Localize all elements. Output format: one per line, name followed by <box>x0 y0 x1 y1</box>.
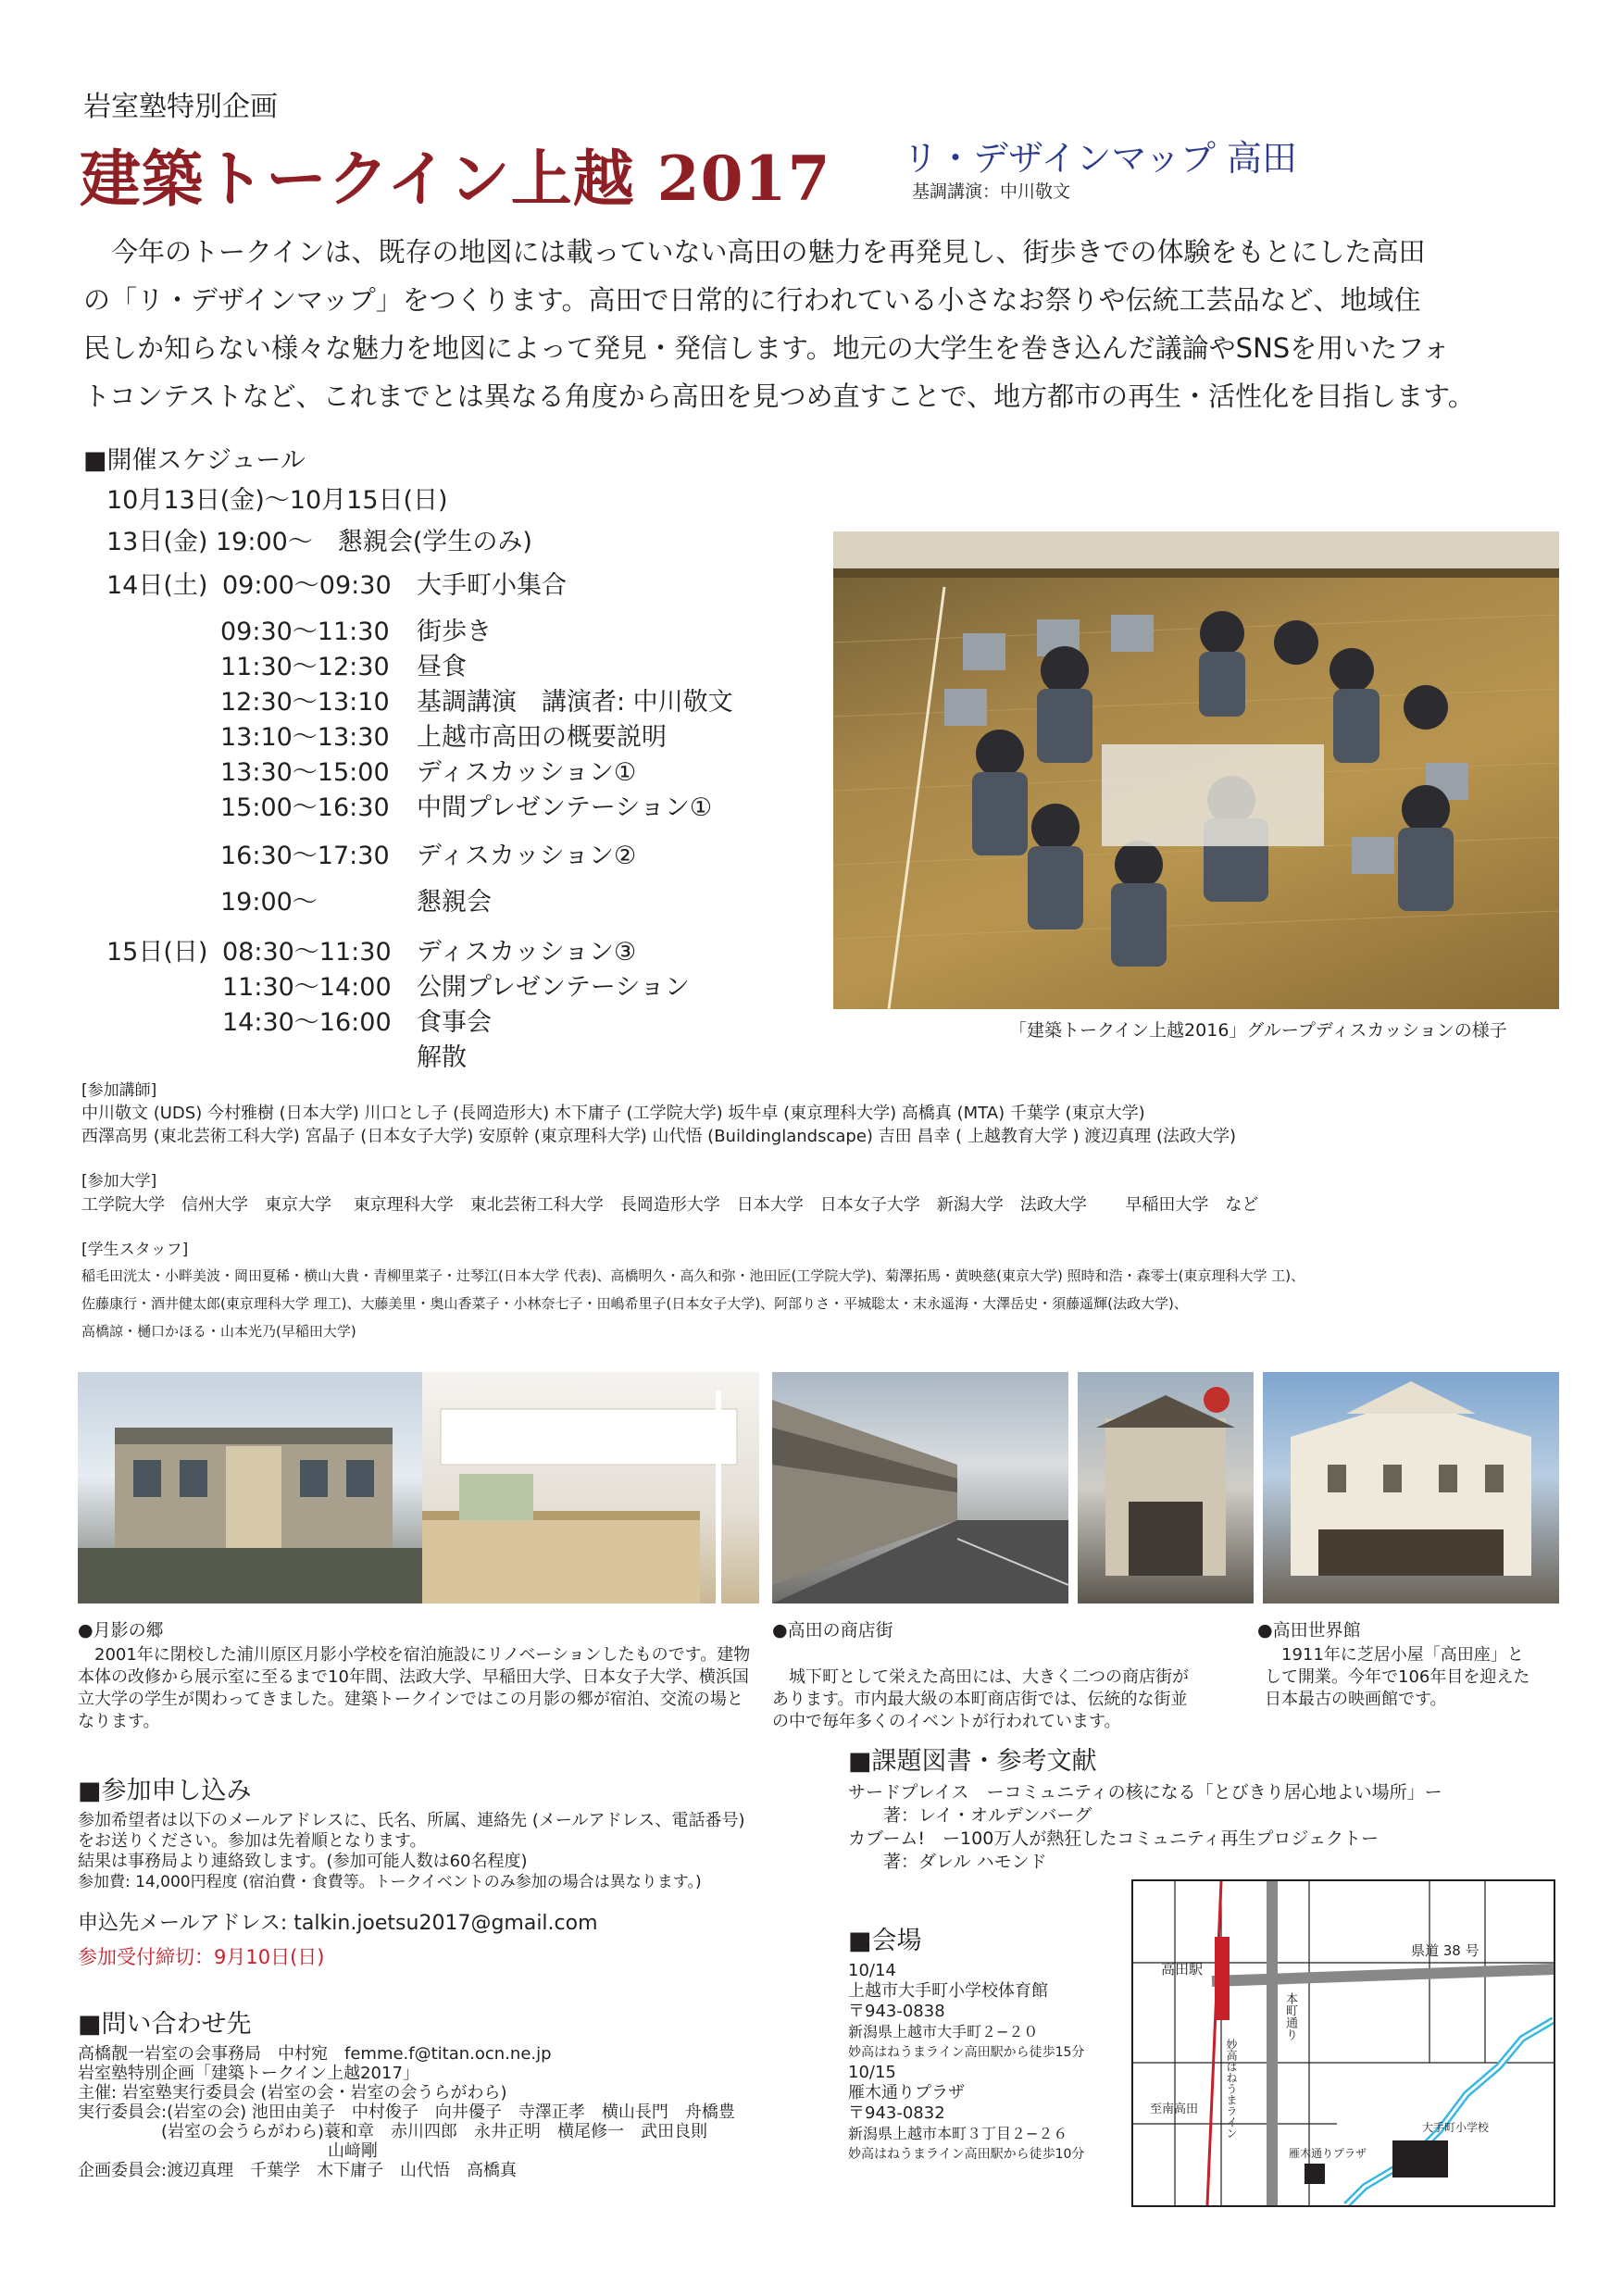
contact-text <box>78 2044 735 2180</box>
schedule-time: 15:00〜16:30 <box>220 793 390 822</box>
lecturers-line: 中川敬文 (UDS) 今村雅樹 (日本大学) 川口とし子 (長岡造形大) 木下庸子 (工学院大学) 坂牛卓 (東京理科大学) 高橋真 (MTA) 千葉学 (東京大学) <box>81 1104 1145 1123</box>
photo-caption: 「建築トークイン上越2016」グループディスカッションの様子 <box>1009 1020 1507 1041</box>
spot-text <box>78 1644 750 1733</box>
schedule-event: ディスカッション③ <box>417 938 637 967</box>
books-heading: ■課題図書・参考文献 <box>848 1747 1097 1776</box>
contact-heading: ■問い合わせ先 <box>78 2010 252 2039</box>
schedule-time: 11:30〜12:30 <box>220 653 390 681</box>
lecturers-heading: [参加講師] <box>81 1081 157 1100</box>
schedule-dates: 10月13日(金)〜10月15日(日) <box>106 486 448 515</box>
staff-line: 佐藤康行・酒井健太郎(東京理科大学 理工)、大藤美里・奥山香菜子・小林奈七子・田嶋希里子(日本女子大学)、阿部りさ・平城聡太・末永遥海・大澤岳史・須藤遥輝(法政大学)、 <box>81 1295 1188 1312</box>
application-text <box>78 1811 745 1892</box>
venue-access: 妙高はねうまライン高田駅から徒歩10分 <box>848 2147 1085 2162</box>
schedule-event: 街歩き <box>417 618 492 646</box>
map-label-plaza: 雁木通りプラザ <box>1289 2147 1367 2160</box>
staff-line: 高橋諒・樋口かほる・山本光乃(早稲田大学) <box>81 1323 356 1340</box>
discussion-photo <box>833 531 1559 1009</box>
schedule-event: 昼食 <box>417 653 467 681</box>
schedule-event: 大手町小集合 <box>417 571 567 600</box>
schedule-time: 09:30〜11:30 <box>220 618 390 646</box>
contact-line: (岩室の会うらがわら)蓑和章 赤川四郎 永井正明 横尾修一 武田良則 <box>78 2122 708 2141</box>
application-deadline: 参加受付締切：9月10日(日) <box>78 1946 325 1968</box>
contact-line: 高橋靓一岩室の会事務局 中村宛 femme.f@titan.ocn.ne.jp <box>78 2044 552 2064</box>
venue-name: 雁木通りプラザ <box>848 2083 965 2103</box>
schedule-event: 解散 <box>417 1043 467 1072</box>
venue-heading: ■会場 <box>848 1927 922 1955</box>
schedule-time: 19:00〜 <box>220 888 318 917</box>
intro-line: 民しか知らない様々な魅力を地図によって発見・発信します。地元の大学生を巻き込んだ議論やSNSを用いたフォ <box>83 332 1450 364</box>
schedule-day14-label: 14日(土) <box>106 571 208 600</box>
kicker: 岩室塾特別企画 <box>83 91 278 123</box>
spot-text <box>1265 1644 1529 1711</box>
map-label-honmachi: 本町通り <box>1283 1992 1297 2040</box>
map-label-station: 高田駅 <box>1161 1961 1204 1978</box>
spot-text-line: の中で毎年多くのイベントが行われています。 <box>772 1712 1121 1731</box>
intro-line: トコンテストなど、これまでとは異なる角度から高田を見つめ直すことで、地方都市の再生・活性化を目指します。 <box>83 381 1475 412</box>
schedule-event: 基調講演 講演者: 中川敬文 <box>417 688 733 717</box>
books-line: サードプレイス ーコミュニティの核になる「とびきり居心地よい場所」ー <box>848 1782 1442 1803</box>
intro-line: の「リ・デザインマップ」をつくります。高田で日常的に行われている小さなお祭りや伝統工芸品など、地域住 <box>83 284 1421 316</box>
lecturers-line: 西澤高男 (東北芸術工科大学) 宮晶子 (日本女子大学) 安原幹 (東京理科大学) 山代悟 (Buildinglandscape) 吉田 昌幸 ( 上越教育大学 ) 渡辺真理 (法政大学) <box>81 1127 1237 1146</box>
application-line: 参加費: 14,000円程度 (宿泊費・食費等。トークイベントのみ参加の場合は異なります。) <box>78 1873 702 1891</box>
spot-text-line: して開業。今年で106年目を迎えた <box>1265 1667 1530 1687</box>
spot-text-line: 1911年に芝居小屋「高田座」と <box>1265 1645 1524 1665</box>
spot-title-shotengai: ●高田の商店街 <box>772 1620 893 1641</box>
spot-text-line: なります。 <box>78 1712 160 1731</box>
books-line: 著：ダレル ハモンド <box>848 1852 1047 1872</box>
application-heading: ■参加申し込み <box>78 1777 252 1805</box>
staff-heading: [学生スタッフ] <box>81 1241 189 1259</box>
contact-line: 実行委員会:(岩室の会) 池田由美子 中村俊子 向井優子 寺澤正孝 横山長門 舟橋豊 <box>78 2103 735 2122</box>
schedule-event: 食事会 <box>417 1008 492 1037</box>
spot-text-line: 本体の改修から展示室に至るまで10年間、法政大学、早稲田大学、日本女子大学、横浜国 <box>78 1667 749 1687</box>
intro-paragraph <box>83 228 1475 420</box>
spot-text-line: 城下町として栄えた高田には、大きく二つの商店街が <box>772 1667 1189 1687</box>
map-label-shinan: 至南高田 <box>1150 2103 1199 2116</box>
shopping-street-photo <box>772 1372 1068 1603</box>
schedule-event: 上越市高田の概要説明 <box>417 723 667 752</box>
spot-title-sekaikan: ●高田世界館 <box>1257 1620 1361 1641</box>
application-email[interactable]: 申込先メールアドレス: talkin.joetsu2017@gmail.com <box>78 1912 598 1935</box>
venue-address: 新潟県上越市大手町２−２０ <box>848 2023 1039 2040</box>
schedule-time: 13:30〜15:00 <box>220 758 390 787</box>
intro-line: 今年のトークインは、既存の地図には載っていない高田の魅力を再発見し、街歩きでの体験をもとにした高田 <box>111 236 1426 268</box>
access-map <box>1131 1879 1555 2207</box>
schedule-event: ディスカッション② <box>417 842 637 870</box>
staff-line: 稲毛田洸太・小畔美波・岡田夏稀・横山大貴・青柳里菜子・辻琴江(日本大学 代表)、高橋明久・高久和弥・池田匠(工学院大学)、菊澤拓馬・黄映慈(東京大学) 照時和浩・森零士(東京理科大学 工)、 <box>81 1267 1305 1284</box>
contact-line: 主催: 岩室塾実行委員会 (岩室の会・岩室の会うらがわら) <box>78 2083 507 2103</box>
shop-facade-photo <box>1078 1372 1254 1603</box>
books-line: 著：レイ・オルデンバーグ <box>848 1805 1092 1826</box>
venue-date: 10/14 <box>848 1961 896 1980</box>
books-text <box>848 1781 1442 1874</box>
keynote-speaker: 基調講演：中川敬文 <box>912 181 1071 202</box>
universities-heading: [参加大学] <box>81 1172 157 1191</box>
schedule-time: 12:30〜13:10 <box>220 688 390 717</box>
page-title: 建築トークイン上越 2017 <box>80 143 831 215</box>
schedule-time: 13:10〜13:30 <box>220 723 390 752</box>
schedule-time: 14:30〜16:00 <box>222 1008 392 1037</box>
schedule-event: ディスカッション① <box>417 758 637 787</box>
contact-line: 企画委員会:渡辺真理 千葉学 木下庸子 山代悟 高橋真 <box>78 2161 518 2180</box>
venue-address: 新潟県上越市本町３丁目２−２６ <box>848 2125 1068 2142</box>
schedule-event: 公開プレゼンテーション <box>417 973 690 1002</box>
map-label-route38: 県道 38 号 <box>1411 1942 1479 1959</box>
venue-access: 妙高はねうまライン高田駅から徒歩15分 <box>848 2045 1085 2060</box>
spot-text <box>772 1666 1189 1733</box>
application-line: をお送りください。参加は先着順となります。 <box>78 1831 427 1851</box>
application-line: 結果は事務局より連絡致します。(参加可能人数は60名程度) <box>78 1852 528 1871</box>
spot-text-line: あります。市内最大級の本町商店街では、伝統的な街並 <box>772 1690 1188 1709</box>
contact-line: 山﨑剛 <box>78 2141 378 2161</box>
takada-sekaikan-photo <box>1263 1372 1559 1603</box>
schedule-time: 08:30〜11:30 <box>222 938 392 967</box>
schedule-heading: ■開催スケジュール <box>83 446 306 475</box>
venue-zip: 〒943-0832 <box>848 2103 945 2123</box>
schedule-event: 懇親会 <box>417 888 492 917</box>
venue-date: 10/15 <box>848 2063 896 2082</box>
map-label-school: 大手町小学校 <box>1422 2121 1490 2134</box>
venue-name: 上越市大手町小学校体育館 <box>848 1981 1048 2001</box>
venue-zip: 〒943-0838 <box>848 2002 945 2021</box>
universities-line: 工学院大学 信州大学 東京大学 東京理科大学 東北芸術工科大学 長岡造形大学 日本大学 日本女子大学 新潟大学 法政大学 早稲田大学 など <box>81 1195 1259 1215</box>
books-line: カブーム! ー100万人が熱狂したコミュニティ再生プロジェクトー <box>848 1828 1380 1849</box>
schedule-time: 11:30〜14:00 <box>222 973 392 1002</box>
schedule-time: 16:30〜17:30 <box>220 842 390 870</box>
spot-title-tsukikage: ●月影の郷 <box>78 1620 164 1641</box>
contact-line: 岩室塾特別企画「建築トークイン上越2017」 <box>78 2064 419 2083</box>
tsukikage-interior-photo <box>422 1372 759 1603</box>
schedule-event: 中間プレゼンテーション① <box>417 793 713 822</box>
subtitle: リ・デザインマップ 高田 <box>903 138 1297 179</box>
schedule-day13: 13日(金) 19:00〜 懇親会(学生のみ) <box>106 528 532 556</box>
venue-info <box>848 1961 1084 2165</box>
spot-text-line: 2001年に閉校した浦川原区月影小学校を宿泊施設にリノベーションしたものです。建物 <box>78 1645 751 1665</box>
application-line: 参加希望者は以下のメールアドレスに、氏名、所属、連絡先 (メールアドレス、電話番号) <box>78 1811 745 1830</box>
spot-text-line: 日本最古の映画館です。 <box>1265 1690 1447 1709</box>
schedule-day15-label: 15日(日) <box>106 938 208 967</box>
schedule-time: 09:00〜09:30 <box>222 571 392 600</box>
map-label-railway: 妙高はねうまライン <box>1225 2039 1238 2139</box>
spot-text-line: 立大学の学生が関わってきました。建築トークインではこの月影の郷が宿泊、交流の場と <box>78 1690 743 1709</box>
tsukikage-building-photo <box>78 1372 422 1603</box>
